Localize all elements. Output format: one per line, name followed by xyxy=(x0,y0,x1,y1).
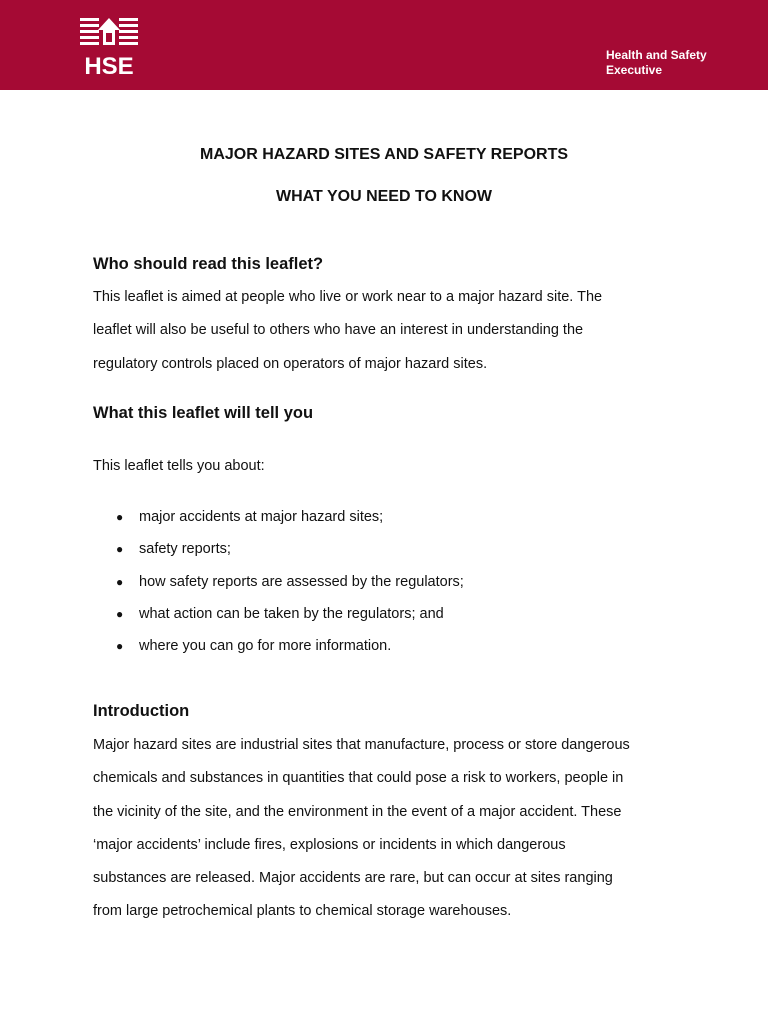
header-banner xyxy=(0,0,768,90)
organisation-name-line-1: Health and Safety xyxy=(606,48,707,62)
section-heading-who-should-read: Who should read this leaflet? xyxy=(93,255,324,273)
organisation-name xyxy=(606,48,707,78)
bullet-icon: ● xyxy=(116,574,124,589)
list-item xyxy=(93,598,464,630)
paragraph-line: This leaflet is aimed at people who live or work near to a major hazard site. The xyxy=(93,289,603,305)
paragraph-line: from large petrochemical plants to chemical storage warehouses. xyxy=(93,903,512,920)
svg-text:HSE: HSE xyxy=(84,53,134,75)
paragraph-line: ‘major accidents’ include fires, explosions or incidents in which dangerous xyxy=(93,836,566,853)
hse-logo xyxy=(80,17,138,75)
section-intro-text xyxy=(93,450,678,483)
list-item-text: safety reports; xyxy=(139,541,231,558)
list-item xyxy=(93,533,464,565)
list-item xyxy=(93,501,464,533)
list-item-text: where you can go for more information. xyxy=(139,638,392,655)
paragraph-line: regulatory controls placed on operators of major hazard sites. xyxy=(93,355,488,372)
paragraph-line: This leaflet tells you about: xyxy=(93,458,265,474)
paragraph-line: chemicals and substances in quantities that could pose a risk to workers, people in xyxy=(93,770,624,787)
document-subtitle: WHAT YOU NEED TO KNOW xyxy=(276,188,492,205)
section-heading-introduction: Introduction xyxy=(93,702,190,720)
bullet-icon: ● xyxy=(116,542,124,557)
section-paragraph-introduction xyxy=(93,729,678,929)
list-item-text: how safety reports are assessed by the regulators; xyxy=(139,573,464,590)
paragraph-line: substances are released. Major accidents are rare, but can occur at sites ranging xyxy=(93,870,613,887)
paragraph-line: Major hazard sites are industrial sites that manufacture, process or store dangerous xyxy=(93,737,630,753)
paragraph-line: leaflet will also be useful to others who have an interest in understanding the xyxy=(93,322,584,339)
organisation-name-line-2: Executive xyxy=(606,63,663,77)
list-item xyxy=(93,566,464,598)
paragraph-line: the vicinity of the site, and the environment in the event of a major accident. These xyxy=(93,803,622,820)
section-heading-what-leaflet-tells: What this leaflet will tell you xyxy=(93,404,314,422)
list-item-text: major accidents at major hazard sites; xyxy=(139,509,384,525)
section-paragraph-who-should-read xyxy=(93,281,678,381)
topics-list xyxy=(93,501,464,662)
bullet-icon: ● xyxy=(116,606,124,621)
list-item-text: what action can be taken by the regulators; and xyxy=(139,605,444,622)
document-title: MAJOR HAZARD SITES AND SAFETY REPORTS xyxy=(199,146,569,163)
bullet-icon: ● xyxy=(116,510,124,524)
list-item xyxy=(93,630,464,662)
bullet-icon: ● xyxy=(116,639,124,654)
